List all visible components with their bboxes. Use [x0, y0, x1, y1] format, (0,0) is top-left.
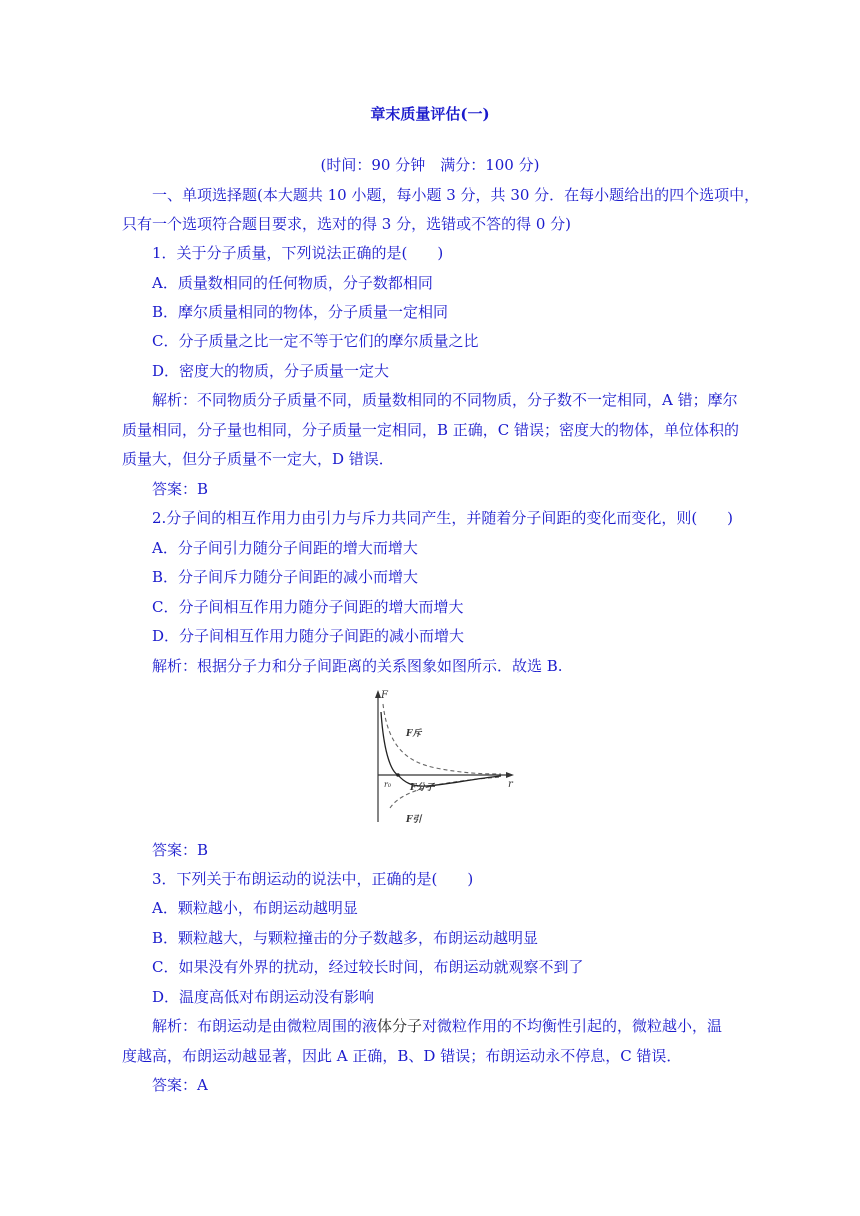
question-3-analysis-line-2: 度越高，布朗运动越显著，因此 A 正确，B、D 错误；布朗运动永不停息，C 错误． — [122, 1047, 682, 1065]
exam-info: (时间：90 分钟 满分：100 分) — [320, 156, 540, 174]
question-3-option-a: A．颗粒越小，布朗运动越明显 — [152, 899, 358, 917]
analysis-text-part-3: 对微粒作用的不均衡性引起的，微粒越小，温 — [422, 1017, 723, 1035]
net-force-label: F分子 — [410, 783, 435, 793]
section-intro-line-2: 只有一个选项符合题目要求，选对的得 3 分，选错或不答的得 0 分) — [122, 215, 572, 233]
question-3-answer: 答案：A — [152, 1076, 208, 1094]
question-2-option-d: D．分子间相互作用力随分子间距的减小而增大 — [152, 627, 465, 645]
question-1-option-b: B．摩尔质量相同的物体，分子质量一定相同 — [152, 303, 449, 321]
repulsion-curve — [383, 704, 501, 774]
document-title: 章末质量评估(一) — [370, 105, 490, 123]
molecular-force-graph — [366, 686, 516, 830]
question-1-analysis-line-3: 质量大，但分子质量不一定大，D 错误． — [122, 450, 394, 468]
attraction-label: F引 — [406, 815, 422, 825]
question-1-answer: 答案：B — [152, 480, 209, 498]
question-1-analysis-line-2: 质量相同，分子量也相同，分子质量一定相同，B 正确，C 错误；密度大的物体，单位体积的 — [122, 421, 740, 439]
question-2-analysis: 解析：根据分子力和分子间距离的关系图象如图所示．故选 B. — [152, 657, 563, 675]
question-2-option-a: A．分子间引力随分子间距的增大而增大 — [152, 539, 418, 557]
question-2-stem: 2.分子间的相互作用力由引力与斥力共同产生，并随着分子间距的变化而变化，则( ) — [152, 509, 734, 527]
question-2-option-b: B．分子间斥力随分子间距的减小而增大 — [152, 568, 419, 586]
repulsion-label: F斥 — [406, 729, 422, 739]
question-1-option-d: D．密度大的物质，分子质量一定大 — [152, 362, 390, 380]
question-3-stem: 3．下列关于布朗运动的说法中，正确的是( ) — [152, 870, 474, 888]
r-axis-label: r — [508, 779, 513, 790]
r0-label: r₀ — [384, 780, 392, 789]
r-axis-arrow — [506, 772, 514, 778]
question-3-option-b: B．颗粒越大，与颗粒撞击的分子数越多，布朗运动越明显 — [152, 929, 539, 947]
question-3-option-d: D．温度高低对布朗运动没有影响 — [152, 988, 375, 1006]
question-1-option-c: C．分子质量之比一定不等于它们的摩尔质量之比 — [152, 332, 479, 350]
question-3-option-c: C．如果没有外界的扰动，经过较长时间，布朗运动就观察不到了 — [152, 958, 584, 976]
question-1-stem: 1．关于分子质量，下列说法正确的是( ) — [152, 244, 444, 262]
question-1-option-a: A．质量数相同的任何物质，分子数都相同 — [152, 274, 433, 292]
analysis-text-part-1: 解析：布朗运动是由微粒周围的液 — [152, 1017, 378, 1035]
question-2-option-c: C．分子间相互作用力随分子间距的增大而增大 — [152, 598, 464, 616]
equilibrium-point — [396, 773, 400, 777]
question-1-analysis-line-1: 解析：不同物质分子质量不同，质量数相同的不同物质，分子数不一定相同，A 错；摩尔 — [152, 391, 738, 409]
analysis-text-part-2: 体分子 — [377, 1017, 423, 1035]
section-intro-line-1: 一、单项选择题(本大题共 10 小题，每小题 3 分，共 30 分．在每小题给出的四个选项中， — [152, 186, 760, 204]
question-2-answer: 答案：B — [152, 841, 209, 859]
question-3-analysis-line-1 — [152, 1016, 722, 1036]
f-axis-label: F — [381, 690, 388, 701]
